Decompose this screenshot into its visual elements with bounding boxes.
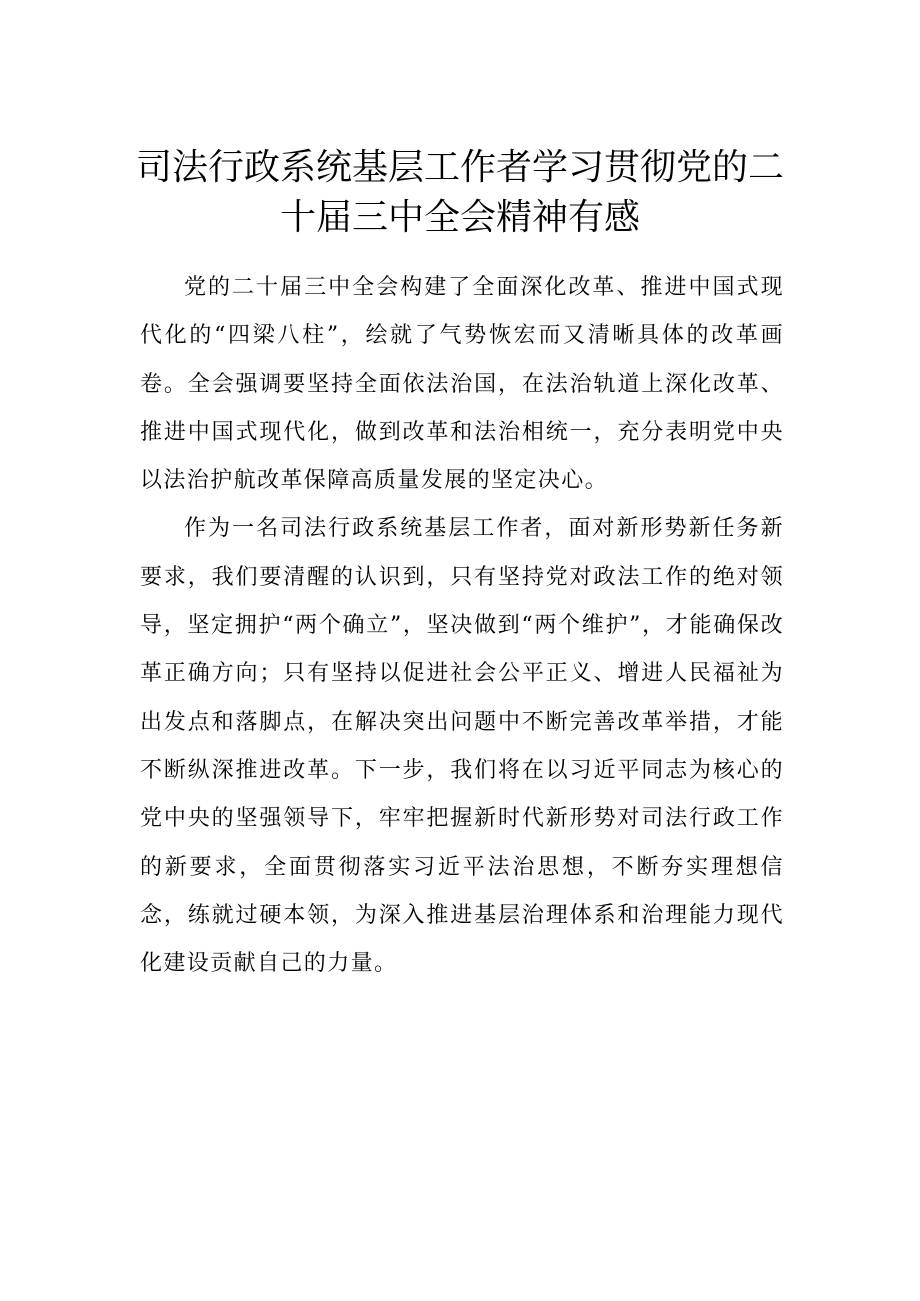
paragraph-2: 作为一名司法行政系统基层工作者，面对新形势新任务新要求，我们要清醒的认识到，只有坚持党对政法工作的绝对领导，坚定拥护“两个确立”，坚决做到“两个维护”，才能确保改革正确方向；只有坚持以促进社会公平正义、增进人民福祉为出发点和落脚点，在解决突出问题中不断完善改革举措，才能不断纵深推进改革。下一步，我们将在以习近平同志为核心的党中央的坚强领导下，牢牢把握新时代新形势对司法行政工作的新要求，全面贯彻落实习近平法治思想，不断夯实理想信念，练就过硬本领，为深入推进基层治理体系和治理能力现代化建设贡献自己的力量。 [140, 516, 784, 977]
document-title [130, 143, 790, 243]
document-body [140, 264, 784, 988]
title-line-2: 十届三中全会精神有感 [279, 197, 640, 238]
title-line-1: 司法行政系统基层工作者学习贯彻党的二 [135, 147, 784, 188]
paragraph-1: 党的二十届三中全会构建了全面深化改革、推进中国式现代化的“四梁八柱”，绘就了气势恢宏而又清晰具体的改革画卷。全会强调要坚持全面依法治国，在法治轨道上深化改革、推进中国式现代化，做到改革和法治相统一，充分表明党中央以法治护航改革保障高质量发展的坚定决心。 [140, 275, 784, 494]
